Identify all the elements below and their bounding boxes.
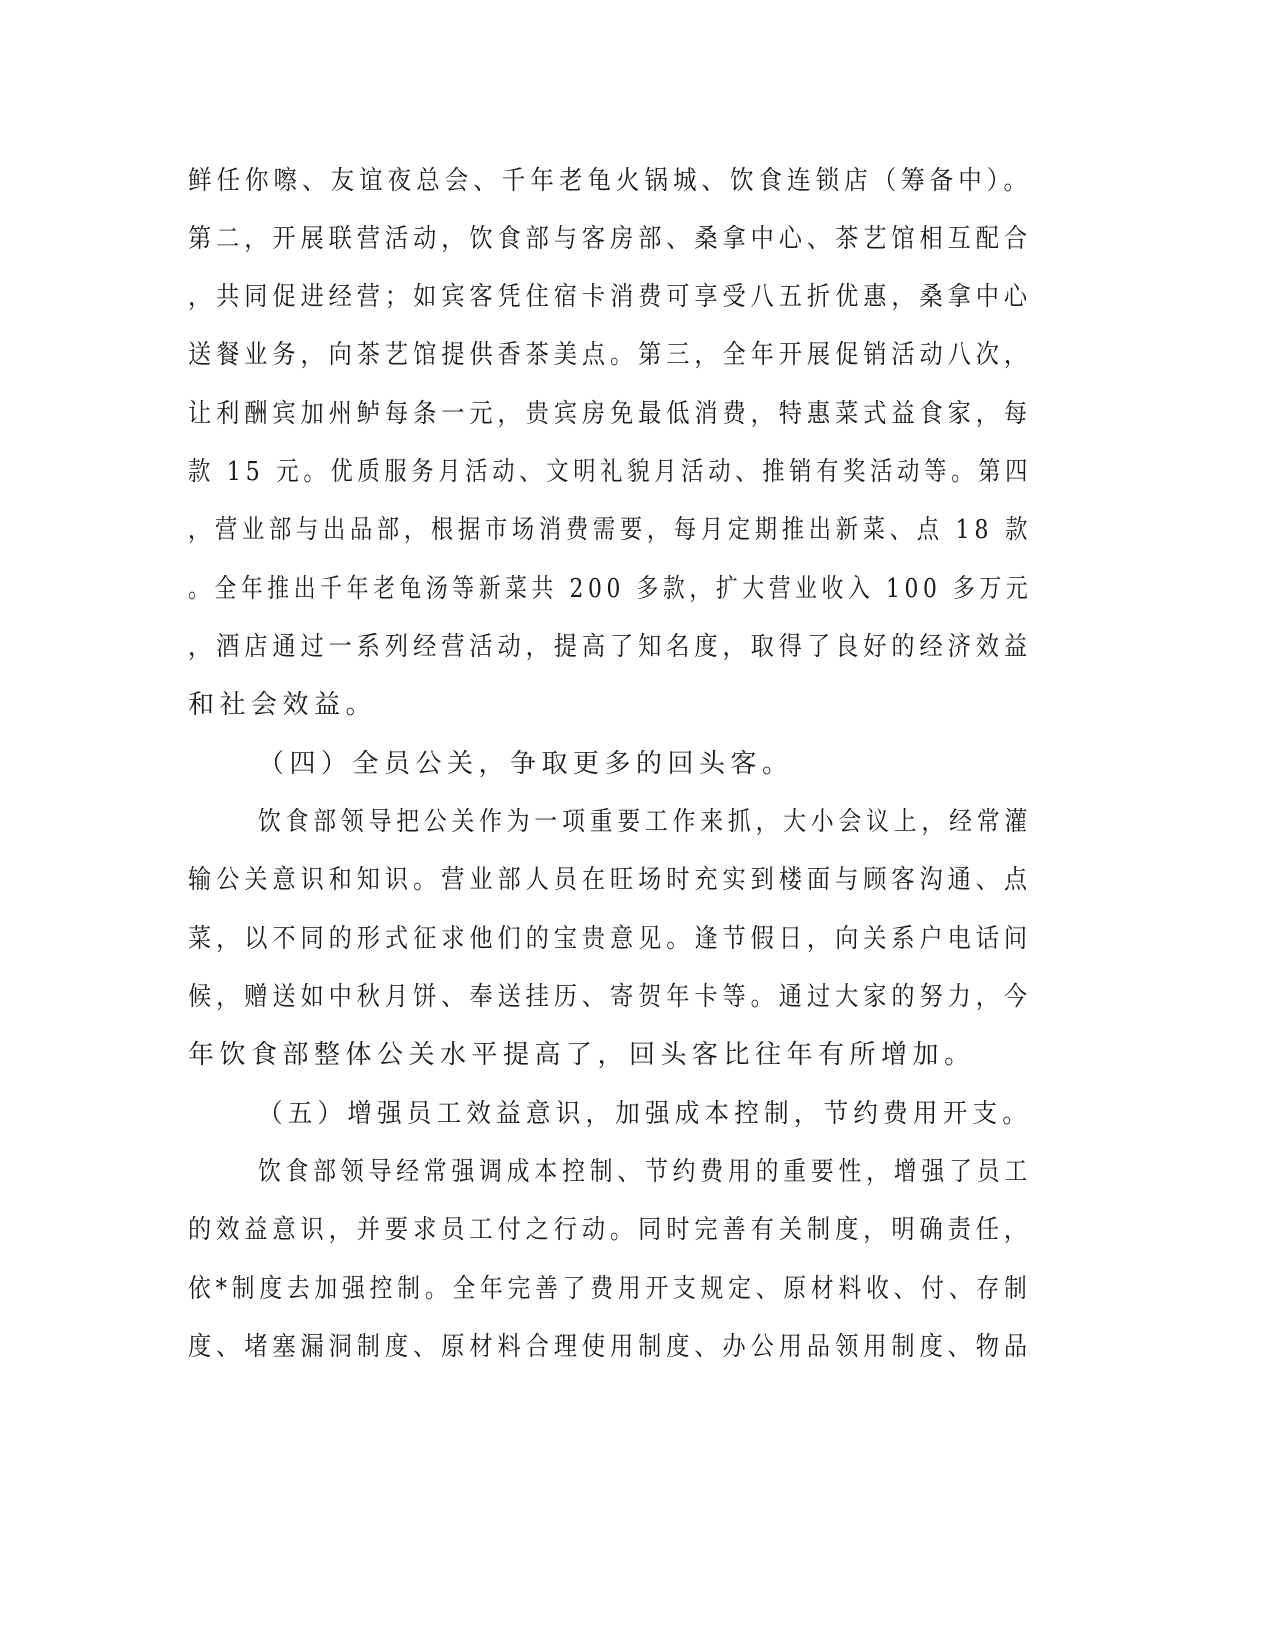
text-line: 让利酬宾加州鲈每条一元，贵宾房免最低消费，特惠菜式益食家，每 <box>188 399 1033 429</box>
text-line: ，酒店通过一系列经营活动，提高了知名度，取得了良好的经济效益 <box>188 632 1033 662</box>
text-line: 候，赠送如中秋月饼、奉送挂历、寄贺年卡等。通过大家的努力，今 <box>188 982 1033 1012</box>
text-line: 饮食部领导经常强调成本控制、节约费用的重要性，增强了员工 <box>258 1157 1033 1187</box>
text-line: 送餐业务，向茶艺馆提供香茶美点。第三，全年开展促销活动八次， <box>188 340 1033 370</box>
text-line: 饮食部领导把公关作为一项重要工作来抓，大小会议上，经常灌 <box>258 807 1033 837</box>
text-line: ，共同促进经营；如宾客凭住宿卡消费可享受八五折优惠，桑拿中心 <box>188 282 1033 312</box>
text-line: 。全年推出千年老龟汤等新菜共 200 多款，扩大营业收入 100 多万元 <box>188 574 1033 604</box>
text-line: 鲜任你嚓、友谊夜总会、千年老龟火锅城、饮食连锁店（筹备中）。 <box>188 166 1033 196</box>
section-heading: （四）全员公关，争取更多的回头客。 <box>258 749 794 779</box>
text-line: 的效益意识，并要求员工付之行动。同时完善有关制度，明确责任， <box>188 1215 1033 1245</box>
text-line: 款 15 元。优质服务月活动、文明礼貌月活动、推销有奖活动等。第四 <box>188 457 1033 487</box>
text-line: 和社会效益。 <box>188 690 378 720</box>
text-line: 菜，以不同的形式征求他们的宝贵意见。逢节假日，向关系户电话问 <box>188 924 1033 954</box>
text-line: ，营业部与出品部，根据市场消费需要，每月定期推出新菜、点 18 款 <box>188 515 1033 545</box>
section-heading: （五）增强员工效益意识，加强成本控制，节约费用开支。 <box>258 1099 1033 1129</box>
text-line: 输公关意识和知识。营业部人员在旺场时充实到楼面与顾客沟通、点 <box>188 865 1033 895</box>
text-line: 度、堵塞漏洞制度、原材料合理使用制度、办公用品领用制度、物品 <box>188 1332 1033 1362</box>
text-line: 依*制度去加强控制。全年完善了费用开支规定、原材料收、付、存制 <box>188 1274 1032 1304</box>
text-line: 第二，开展联营活动，饮食部与客房部、桑拿中心、茶艺馆相互配合 <box>188 224 1033 254</box>
text-line: 年饮食部整体公关水平提高了，回头客比往年有所增加。 <box>188 1040 976 1070</box>
